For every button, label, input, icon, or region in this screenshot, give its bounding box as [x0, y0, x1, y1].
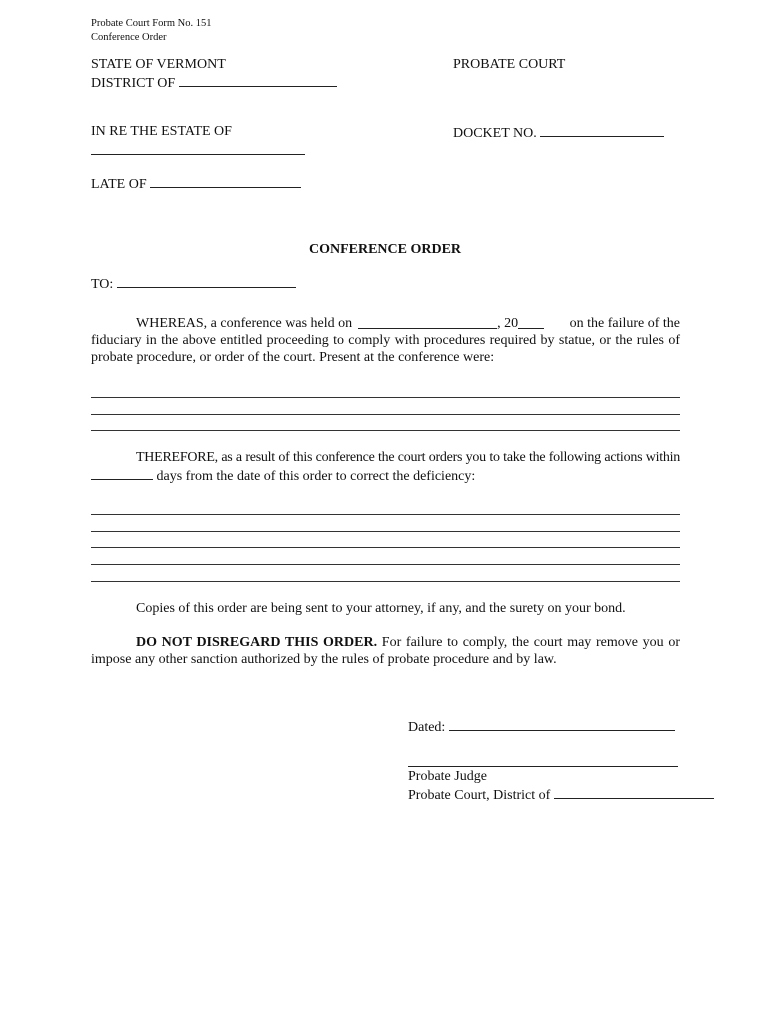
court-district-field[interactable] — [554, 785, 714, 799]
warning-text-1: For failure to comply, the court may remove you or — [377, 635, 680, 650]
estate-label: IN RE THE ESTATE OF — [91, 124, 232, 139]
court-label: PROBATE COURT — [453, 57, 566, 72]
attendees-line[interactable] — [91, 397, 680, 398]
judge-signature-line[interactable] — [408, 766, 678, 767]
document-title: CONFERENCE ORDER — [308, 242, 462, 257]
copies-notice: Copies of this order are being sent to your attorney, if any, and the surety on your bond. — [136, 601, 626, 616]
district-line — [91, 73, 337, 92]
attendees-line[interactable] — [91, 430, 680, 431]
action-line[interactable] — [91, 531, 680, 532]
action-line[interactable] — [91, 581, 680, 582]
docket-label: DOCKET NO. — [453, 126, 537, 141]
whereas-line-1 — [91, 315, 680, 332]
docket-line — [453, 123, 664, 142]
docket-field[interactable] — [540, 123, 664, 137]
conference-year-field[interactable] — [518, 315, 544, 329]
state-label: STATE OF VERMONT — [91, 57, 226, 72]
warning-line-2: impose any other sanction authorized by the rules of probate procedure and by law. — [91, 652, 557, 667]
to-field[interactable] — [117, 274, 296, 288]
late-of-field[interactable] — [150, 174, 301, 188]
late-of-line — [91, 174, 301, 193]
district-field[interactable] — [179, 73, 337, 87]
estate-name-field[interactable] — [91, 154, 305, 155]
judge-label: Probate Judge — [408, 769, 487, 784]
conference-date-field[interactable] — [358, 315, 497, 329]
dated-line — [408, 717, 675, 736]
attendees-line[interactable] — [91, 414, 680, 415]
to-line — [91, 274, 296, 293]
whereas-text-2: , 20 — [497, 316, 519, 331]
form-number: Probate Court Form No. 151 — [91, 18, 212, 29]
action-line[interactable] — [91, 564, 680, 565]
therefore-line-1 — [136, 449, 680, 466]
whereas-text-1: WHEREAS, a conference was held on — [136, 316, 353, 331]
dated-field[interactable] — [449, 717, 675, 731]
action-line[interactable] — [91, 514, 680, 515]
to-label: TO: — [91, 277, 114, 292]
form-title: Conference Order — [91, 32, 167, 43]
whereas-line-2: fiduciary in the above entitled proceeding to comply with procedures required by statue, or the rules of — [91, 333, 680, 348]
action-line[interactable] — [91, 547, 680, 548]
late-of-label: LATE OF — [91, 177, 147, 192]
warning-line-1 — [136, 634, 680, 651]
dated-label: Dated: — [408, 720, 446, 735]
therefore-line-2 — [91, 466, 475, 485]
therefore-text-1: THEREFORE, as a result of this conference the court orders you to take the following actions within — [136, 450, 680, 465]
therefore-text-2: days from the date of this order to correct the deficiency: — [156, 469, 476, 484]
district-label: DISTRICT OF — [91, 76, 176, 91]
court-district-line — [408, 785, 714, 804]
whereas-line-3: probate procedure, or order of the court. Present at the conference were: — [91, 350, 495, 365]
whereas-text-3: on the failure of the — [569, 316, 680, 331]
court-district-label: Probate Court, District of — [408, 788, 551, 803]
days-field[interactable] — [91, 466, 153, 480]
warning-bold: DO NOT DISREGARD THIS ORDER. — [136, 635, 378, 650]
